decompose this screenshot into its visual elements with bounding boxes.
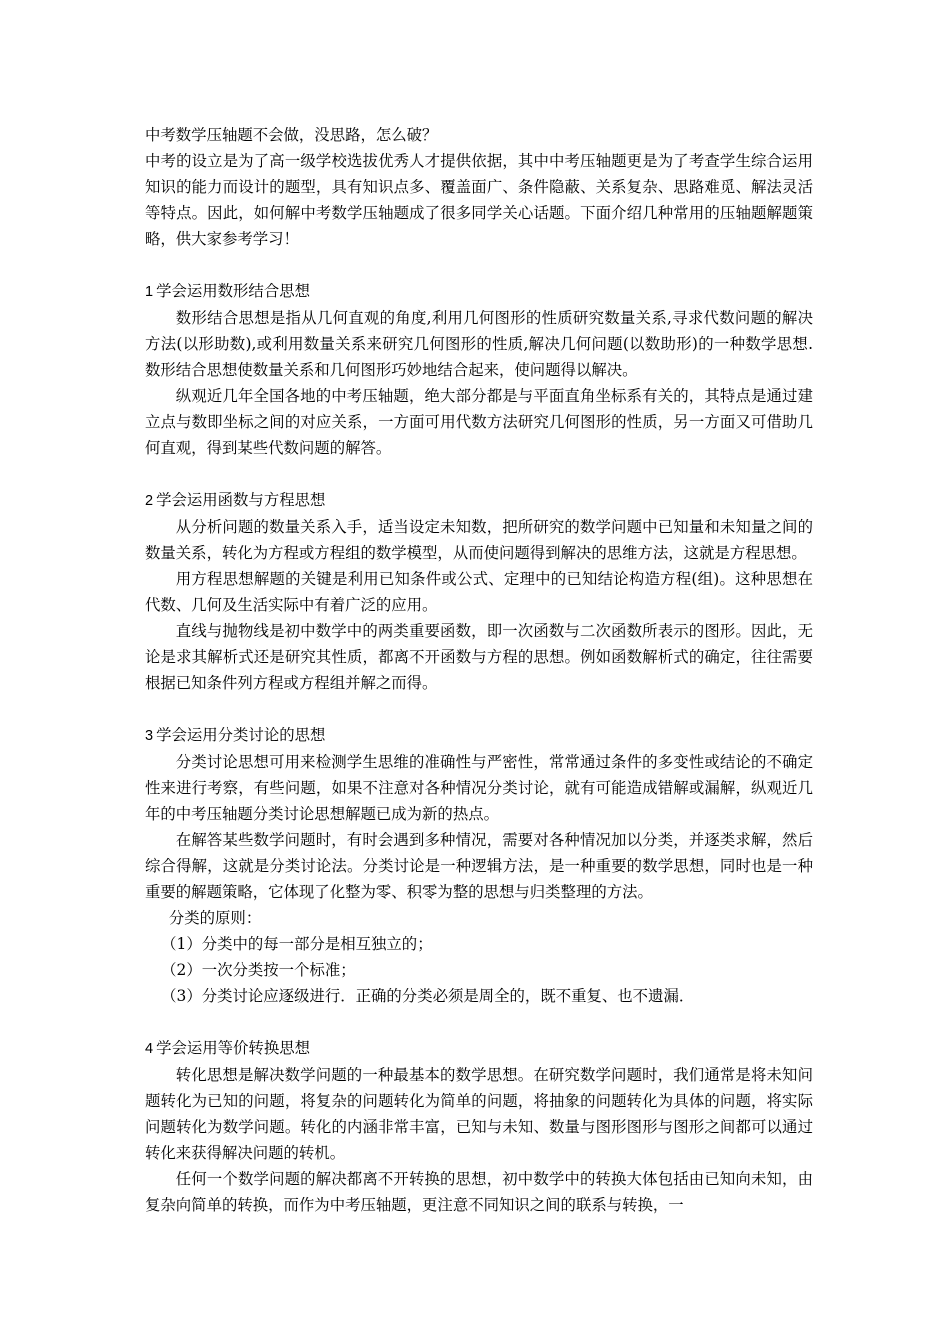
- document-title: 中考数学压轴题不会做，没思路，怎么破？: [145, 126, 438, 144]
- section-number: 1: [145, 284, 154, 300]
- principle-item-1: （1）分类中的每一部分是相互独立的；: [161, 935, 433, 953]
- section-title: 学会运用分类讨论的思想: [156, 726, 326, 744]
- section-number: 4: [145, 1041, 154, 1057]
- section-number: 3: [145, 728, 154, 744]
- section-title: 学会运用函数与方程思想: [156, 491, 326, 509]
- section-1-paragraph-2: 纵观近几年全国各地的中考压轴题，绝大部分都是与平面直角坐标系有关的，其特点是通过建立点与数即坐标之间的对应关系，一方面可用代数方法研究几何图形的性质，另一方面又可借助几何直观，得到某些代数问题的解答。: [145, 387, 813, 457]
- intro-paragraph: 中考的设立是为了高一级学校选拔优秀人才提供依据，其中中考压轴题更是为了考查学生综合运用知识的能力而设计的题型，具有知识点多、覆盖面广、条件隐蔽、关系复杂、思路难觅、解法灵活等特点。因此，如何解中考数学压轴题成了很多同学关心话题。下面介绍几种常用的压轴题解题策略，供大家参考学习！: [145, 152, 813, 248]
- principles-title: 分类的原则：: [168, 909, 262, 927]
- principle-item-2: （2）一次分类按一个标准；: [161, 961, 356, 979]
- section-4-paragraph-1: 转化思想是解决数学问题的一种最基本的数学思想。在研究数学问题时，我们通常是将未知问题转化为已知的问题，将复杂的问题转化为简单的问题，将抽象的问题转化为具体的问题，将实际问题转化为数学问题。转化的内涵非常丰富，已知与未知、数量与图形图形与图形之间都可以通过转化来获得解决问题的转机。: [145, 1066, 813, 1162]
- section-title: 学会运用等价转换思想: [156, 1039, 310, 1057]
- section-1-paragraph-1: 数形结合思想是指从几何直观的角度,利用几何图形的性质研究数量关系,寻求代数问题的解决方法(以形助数),或利用数量关系来研究几何图形的性质,解决几何问题(以数助形)的一种数学思想.数形结合思想使数量关系和几何图形巧妙地结合起来，使问题得以解决。: [145, 309, 813, 379]
- section-2-paragraph-3: 直线与抛物线是初中数学中的两类重要函数，即一次函数与二次函数所表示的图形。因此，无论是求其解析式还是研究其性质，都离不开函数与方程的思想。例如函数解析式的确定，往往需要根据已知条件列方程或方程组并解之而得。: [145, 622, 813, 692]
- section-title: 学会运用数形结合思想: [156, 282, 310, 300]
- section-3-paragraph-2: 在解答某些数学问题时，有时会遇到多种情况，需要对各种情况加以分类，并逐类求解，然后综合得解，这就是分类讨论法。分类讨论是一种逻辑方法，是一种重要的数学思想，同时也是一种重要的解题策略，它体现了化整为零、积零为整的思想与归类整理的方法。: [145, 831, 813, 901]
- section-2-paragraph-1: 从分析问题的数量关系入手，适当设定未知数，把所研究的数学问题中已知量和未知量之间的数量关系，转化为方程或方程组的数学模型，从而使问题得到解决的思维方法，这就是方程思想。: [145, 518, 813, 562]
- principle-item-3: （3）分类讨论应逐级进行．正确的分类必须是周全的，既不重复、也不遗漏．: [161, 987, 695, 1005]
- section-2-paragraph-2: 用方程思想解题的关键是利用已知条件或公式、定理中的已知结论构造方程(组)。这种思想在代数、几何及生活实际中有着广泛的应用。: [145, 570, 813, 614]
- section-1-heading: [145, 278, 813, 305]
- document-page: [145, 122, 813, 1218]
- section-4-heading: [145, 1035, 813, 1062]
- section-4-paragraph-2: 任何一个数学问题的解决都离不开转换的思想，初中数学中的转换大体包括由已知向未知，由复杂向简单的转换，而作为中考压轴题，更注意不同知识之间的联系与转换，一: [145, 1170, 813, 1214]
- section-2-heading: [145, 487, 813, 514]
- section-number: 2: [145, 493, 154, 509]
- section-3-heading: [145, 722, 813, 749]
- section-3-paragraph-1: 分类讨论思想可用来检测学生思维的准确性与严密性，常常通过条件的多变性或结论的不确定性来进行考察，有些问题，如果不注意对各种情况分类讨论，就有可能造成错解或漏解，纵观近几年的中考压轴题分类讨论思想解题已成为新的热点。: [145, 753, 813, 823]
